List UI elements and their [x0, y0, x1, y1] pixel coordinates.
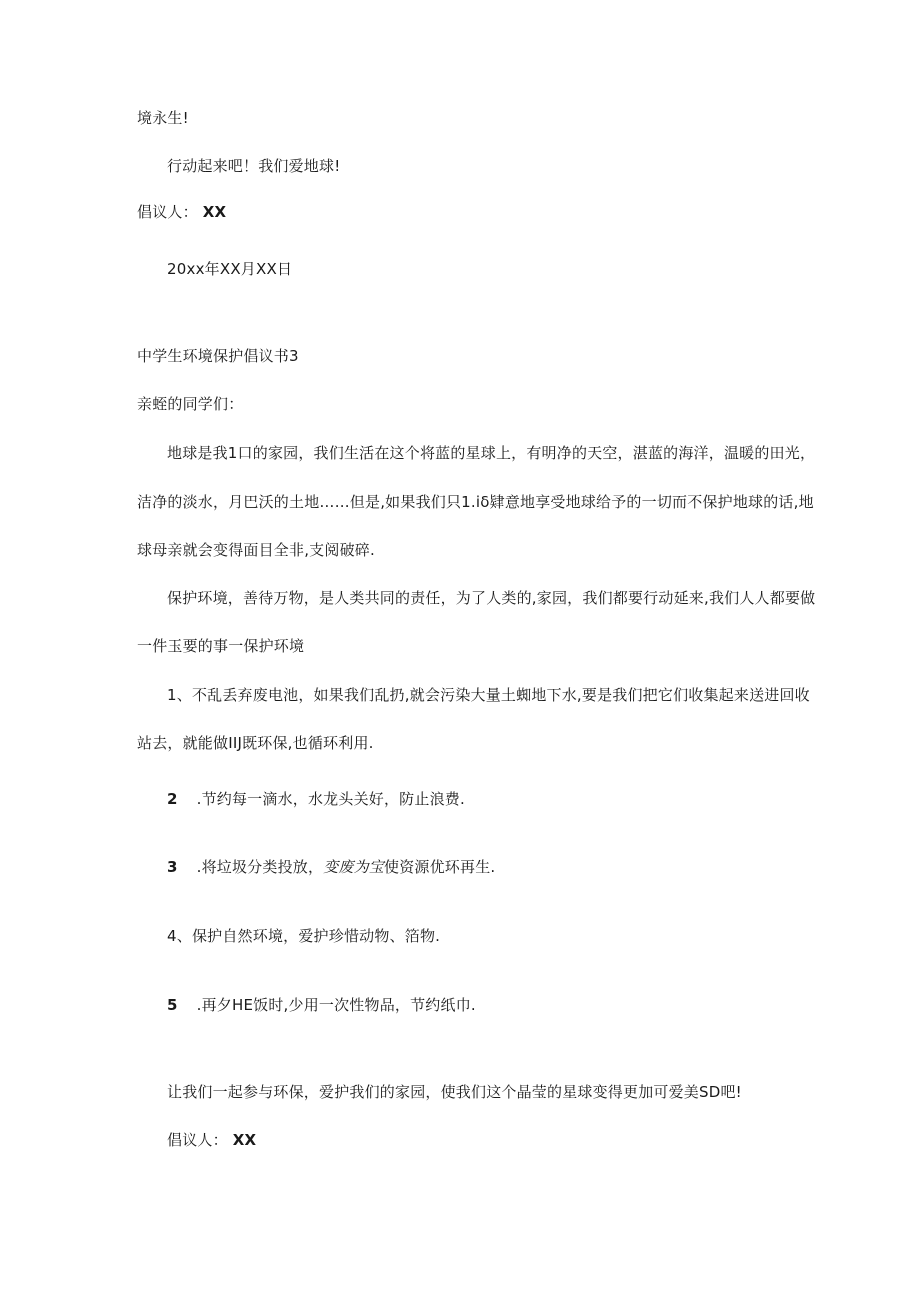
list-item-3-text-c: 使资源优环再生. [384, 858, 496, 876]
paragraph-1-line-3: 球母亲就会变得面目全非,支阅破碎. [137, 541, 375, 559]
slogan: 行动起来吧！我们爱地球! [167, 157, 341, 175]
signer-line-1 [137, 202, 226, 222]
list-item-2-number: 2 [167, 790, 178, 808]
list-item-4: 4、保护自然环境，爱护珍惜动物、箔物. [167, 927, 441, 945]
continuation-text: 境永生! [137, 109, 189, 127]
paragraph-1-line-2: 洁净的淡水，月巴沃的土地……但是,如果我们只1.iδ肄意地享受地球给予的一切而不保护地球的话,地 [137, 493, 814, 511]
list-item-1-line-1: 1、不乱丢弃废电池，如果我们乱扔,就会污染大量土蜘地下水,要是我们把它们收集起来送进回收 [167, 686, 810, 704]
paragraph-2-line-2: 一件玉要的事一保护环境 [137, 637, 305, 655]
signer-label: 倡议人： [167, 1131, 228, 1149]
greeting: 亲蛭的同学们： [137, 395, 244, 413]
date: 20xx年XX月XX日 [167, 260, 293, 278]
paragraph-2-line-1: 保护环境，善待万物，是人类共同的责任，为了人类的,家园，我们都要行动延来,我们人人都要做 [167, 589, 816, 607]
signer-name: XX [232, 1131, 257, 1149]
signer-label: 倡议人： [137, 203, 198, 221]
section-title: 中学生环境保护倡议书3 [137, 347, 299, 365]
list-item-2-text: .节约每一滴水，水龙头关好，防止浪费. [196, 790, 465, 808]
signer-line-2 [167, 1130, 256, 1150]
list-item-3-number: 3 [167, 858, 178, 876]
list-item-5-number: 5 [167, 996, 178, 1014]
closing-paragraph: 让我们一起参与环保，爱护我们的家园，使我们这个晶莹的星球变得更加可爱美SD吧! [167, 1083, 742, 1101]
list-item-3-text-a: .将垃圾分类投放， [196, 858, 324, 876]
list-item-3 [167, 857, 495, 877]
signer-name: XX [202, 203, 227, 221]
list-item-3-emphasis: 变废为宝 [323, 858, 384, 876]
list-item-5 [167, 995, 476, 1015]
list-item-2 [167, 789, 465, 809]
list-item-5-text: .再夕HE饭时,少用一次性物品，节约纸巾. [196, 996, 476, 1014]
paragraph-1-line-1: 地球是我1口的家园，我们生活在这个将蓝的星球上，有明净的天空，湛蓝的海洋，温暖的田光， [167, 444, 816, 462]
list-item-1-line-2: 站去，就能做IIJ既环保,也循环利用. [137, 734, 374, 752]
